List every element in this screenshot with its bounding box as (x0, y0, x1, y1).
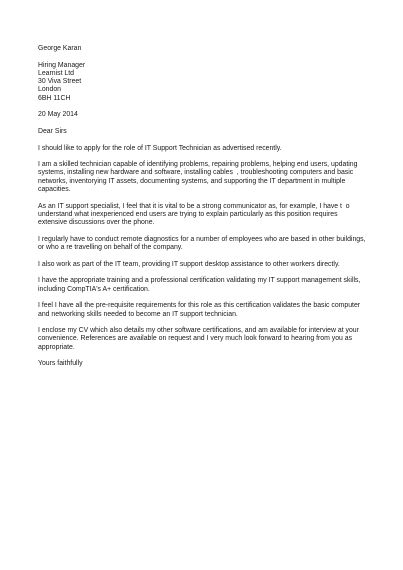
paragraph-line: networks, inventorying IT assets, documenting systems, and supporting the IT department in multiple (38, 177, 346, 185)
salutation-block (38, 128, 368, 136)
closing-block (38, 360, 368, 368)
paragraph-line: appropriate. (38, 343, 75, 351)
recipient-street: 30 Viva Street (38, 78, 82, 86)
paragraph-4 (38, 236, 368, 253)
letter-date: 20 May 2014 (38, 111, 78, 119)
sender-name: George Karan (38, 45, 82, 52)
recipient-postcode: 6BH 11CH (38, 94, 71, 102)
closing: Yours faithfully (38, 360, 83, 368)
recipient-address (38, 62, 368, 103)
paragraph-line: convenience. References are available on request and I very much look forward to hearing from you as (38, 335, 353, 343)
paragraph-line: or who a re travelling on behalf of the company. (38, 244, 183, 252)
paragraph-line: I feel I have all the pre-requisite requirements for this role as this certification validates the basic computer (38, 302, 361, 310)
paragraph-6 (38, 277, 368, 294)
recipient-city: London (38, 86, 61, 94)
paragraph-line: I have the appropriate training and a professional certification validating my IT support management skills, (38, 277, 361, 285)
paragraph-line: capacities. (38, 186, 71, 194)
paragraph-1 (38, 145, 368, 153)
paragraph-line: extensive discussions over the phone. (38, 219, 155, 227)
date-block (38, 111, 368, 119)
paragraph-line: and networking skills needed to become an IT support technician. (38, 310, 238, 318)
paragraph-line: I also work as part of the IT team, providing IT support desktop assistance to other workers directly. (38, 260, 340, 268)
paragraph-line: understand what inexperienced end users are trying to explain particularly as this position requires (38, 210, 338, 218)
paragraph-line: I am a skilled technician capable of identifying problems, repairing problems, helping end users, updating (38, 161, 358, 169)
paragraph-line: including CompTIA's A+ certification. (38, 285, 150, 293)
paragraph-line: I enclose my CV which also details my other software certifications, and am available for interview at your (38, 327, 359, 335)
paragraph-line: As an IT support specialist, I feel that it is vital to be a strong communicator as, for example, I have t o (38, 202, 350, 210)
salutation: Dear Sirs (38, 127, 67, 135)
recipient-company: Learnist Ltd (38, 69, 75, 77)
paragraph-line: I should like to apply for the role of IT Support Technician as advertised recently. (38, 144, 282, 152)
paragraph-2 (38, 161, 368, 194)
paragraph-5 (38, 261, 368, 269)
sender-block (38, 45, 368, 53)
letter-body (38, 45, 368, 377)
paragraph-7 (38, 302, 368, 319)
paragraph-3 (38, 203, 368, 228)
paragraph-line: systems, installing new hardware and software, installing cables , troubleshooting computers and basic (38, 169, 354, 177)
paragraph-line: I regularly have to conduct remote diagnostics for a number of employees who are based in other buildings, (38, 235, 366, 243)
paragraph-8 (38, 327, 368, 352)
recipient-title: Hiring Manager (38, 61, 86, 69)
